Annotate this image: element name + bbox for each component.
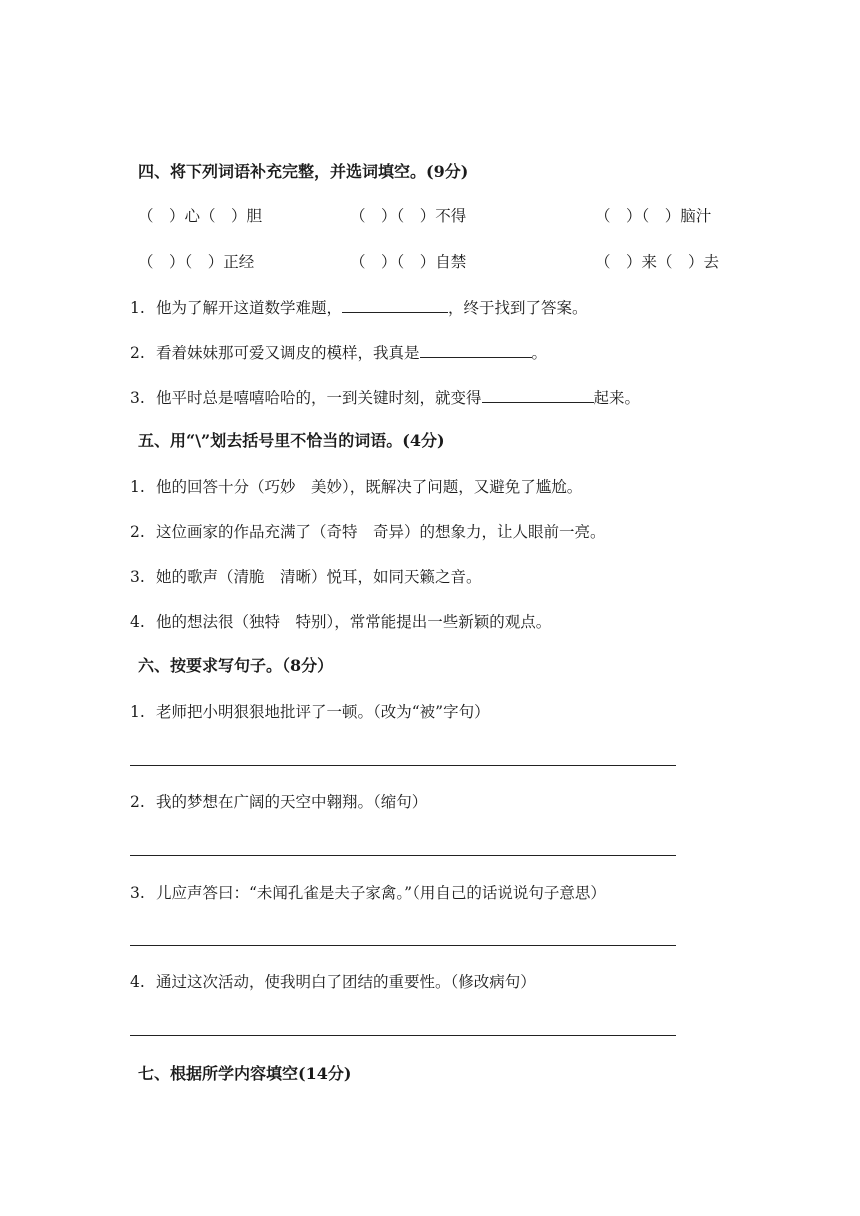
fill-question-2 — [130, 341, 547, 364]
question-text: 他的想法很（独特 特别），常常能提出一些新颖的观点。 — [156, 613, 552, 631]
word-blank-1: （ ）心（ ）胆 — [138, 207, 263, 225]
rewrite-question-2 — [130, 791, 427, 813]
section-7-heading: 七、根据所学内容填空(14分) — [138, 1064, 352, 1083]
question-number: 3. — [130, 884, 145, 902]
question-number: 2. — [130, 793, 145, 811]
question-number: 3. — [130, 389, 145, 407]
word-blank-3: （ ）（ ）脑汁 — [595, 207, 712, 225]
section-4-heading: 四、将下列词语补充完整，并选词填空。(9分) — [138, 162, 469, 181]
question-text: 起来。 — [593, 389, 641, 407]
section-5-heading: 五、用“\”划去括号里不恰当的词语。(4分) — [138, 431, 445, 450]
question-text: 他的回答十分（巧妙 美妙），既解决了问题，又避免了尴尬。 — [156, 478, 583, 496]
question-text: 通过这次活动，使我明白了团结的重要性。（修改病句） — [156, 973, 536, 991]
question-number: 3. — [130, 568, 145, 586]
question-text: 我的梦想在广阔的天空中翱翔。（缩句） — [156, 793, 428, 811]
question-number: 4. — [130, 973, 145, 991]
section-6-heading: 六、按要求写句子。（8分） — [138, 656, 334, 675]
question-text: 他为了解开这道数学难题， — [156, 299, 343, 317]
question-number: 1. — [130, 703, 145, 721]
cross-out-question-1 — [130, 476, 582, 498]
word-blank-6: （ ）来（ ）去 — [595, 253, 720, 271]
question-text: 。 — [531, 344, 548, 362]
answer-line[interactable] — [130, 1035, 676, 1036]
cross-out-question-2 — [130, 521, 606, 543]
question-number: 1. — [130, 299, 145, 317]
fill-question-3 — [130, 386, 640, 409]
question-number: 2. — [130, 344, 145, 362]
answer-blank[interactable] — [342, 296, 448, 313]
rewrite-question-3 — [130, 882, 606, 904]
word-blank-4: （ ）（ ）正经 — [138, 253, 255, 271]
rewrite-question-1 — [130, 701, 490, 723]
answer-line[interactable] — [130, 855, 676, 856]
question-text: 她的歌声（清脆 清晰）悦耳，如同天籁之音。 — [156, 568, 482, 586]
question-number: 4. — [130, 613, 145, 631]
question-number: 2. — [130, 523, 145, 541]
question-text: ，终于找到了答案。 — [448, 299, 588, 317]
question-text: 这位画家的作品充满了（奇特 奇异）的想象力，让人眼前一亮。 — [156, 523, 606, 541]
question-text: 儿应声答曰：“未闻孔雀是夫子家禽。”（用自己的话说说句子意思） — [156, 884, 606, 902]
rewrite-question-4 — [130, 971, 536, 993]
answer-blank[interactable] — [482, 386, 594, 403]
cross-out-question-3 — [130, 566, 482, 588]
word-blank-2: （ ）（ ）不得 — [350, 207, 467, 225]
answer-line[interactable] — [130, 765, 676, 766]
answer-blank[interactable] — [420, 341, 532, 358]
answer-line[interactable] — [130, 945, 676, 946]
question-text: 他平时总是嘻嘻哈哈的，一到关键时刻，就变得 — [156, 389, 482, 407]
question-text: 老师把小明狠狠地批评了一顿。（改为“被”字句） — [156, 703, 490, 721]
fill-question-1 — [130, 296, 588, 319]
cross-out-question-4 — [130, 611, 551, 633]
question-text: 看着妹妹那可爱又调皮的模样，我真是 — [156, 344, 420, 362]
question-number: 1. — [130, 478, 145, 496]
word-blank-5: （ ）（ ）自禁 — [350, 253, 467, 271]
